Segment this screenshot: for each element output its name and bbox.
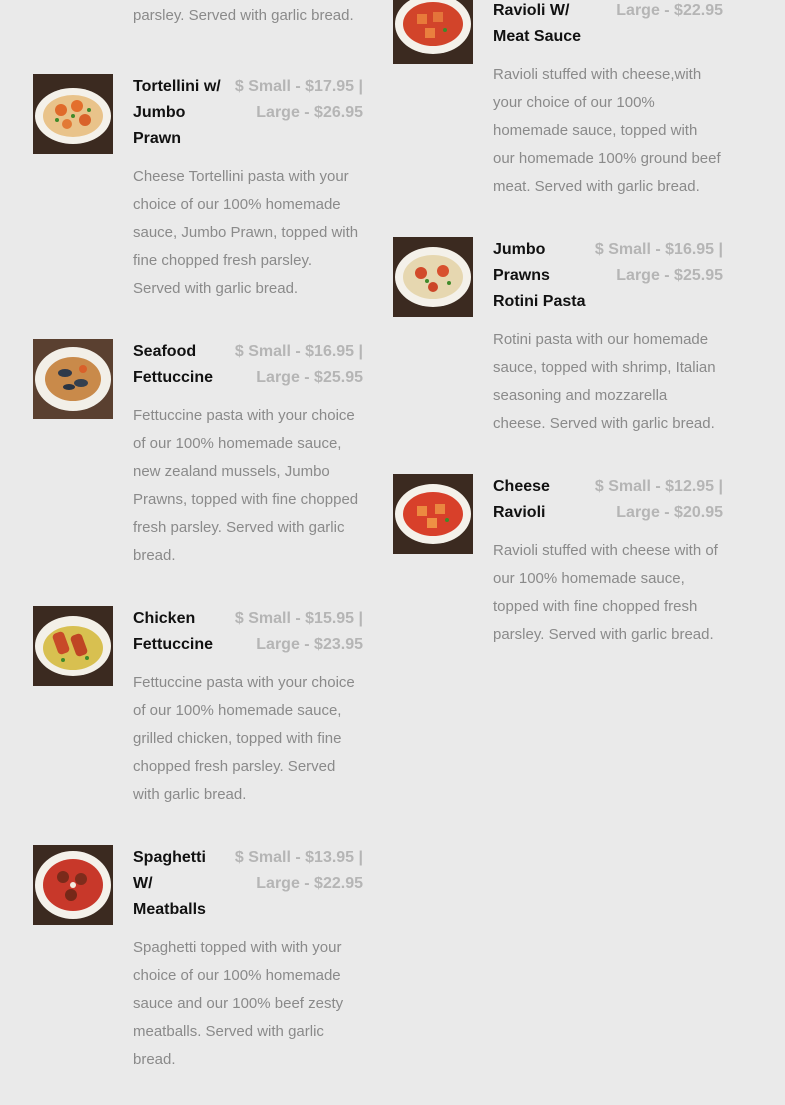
chicken-fettuccine-image[interactable] [33, 606, 113, 686]
menu-item-prawns-rotini[interactable] [393, 237, 723, 438]
menu-item-price: $ Small - $13.95 | Large - $22.95 [234, 849, 363, 892]
spaghetti-meatballs-image[interactable] [33, 845, 113, 925]
menu-item-name: Spaghetti W/ Meatballs [133, 849, 206, 918]
menu-item-price: $ Small - $16.95 | Large - $25.95 [594, 241, 723, 284]
menu-item-price: $ Small - $12.95 | Large - $20.95 [594, 478, 723, 521]
menu-column-left [33, 0, 363, 1074]
menu-item-description: Rotini pasta with our homemade sauce, topped with shrimp, Italian seasoning and mozzarella cheese. Served with garlic bread. [493, 331, 716, 432]
menu-item-description: Ravioli stuffed with cheese with of our 100% homemade sauce, topped with fine chopped fresh parsley. Served with garlic bread. [493, 542, 718, 643]
menu-item-name: Chicken Fettuccine [133, 610, 214, 653]
menu-item-name: Tortellini w/ Jumbo Prawn [133, 78, 221, 147]
ravioli-meat-sauce-image[interactable] [393, 0, 473, 64]
menu-item-partial [33, 0, 363, 38]
menu-item-description: Ravioli stuffed with cheese,with your choice of our 100% homemade sauce, topped with our homemade 100% ground beef meat. Served with garlic bread. [493, 66, 721, 195]
menu-item-chicken-fettuccine[interactable] [33, 606, 363, 809]
menu-item-seafood-fettuccine[interactable] [33, 339, 363, 570]
menu-item-name: Ravioli W/ Meat Sauce [493, 2, 582, 45]
menu-column-right [393, 0, 723, 649]
seafood-fettuccine-image[interactable] [33, 339, 113, 419]
menu-item-description: Fettuccine pasta with your choice of our 100% homemade sauce, new zealand mussels, Jumbo Prawns, topped with fine chopped fresh parsley. Served with garlic bread. [133, 407, 359, 564]
prawns-rotini-image[interactable] [393, 237, 473, 317]
menu-item-description: Spaghetti topped with with your choice of our 100% homemade sauce and our 100% beef zesty meatballs. Served with garlic bread. [133, 939, 344, 1068]
menu-item-tortellini[interactable] [33, 74, 363, 303]
menu-item-cheese-ravioli[interactable] [393, 474, 723, 649]
menu-item-description: Cheese Tortellini pasta with your choice of our 100% homemade sauce, Jumbo Prawn, topped with fine chopped fresh parsley. Served with garlic bread. [133, 168, 359, 297]
cheese-ravioli-image[interactable] [393, 474, 473, 554]
menu-item-price: $ Small - $15.95 | Large - $23.95 [234, 610, 363, 653]
tortellini-prawn-image[interactable] [33, 74, 113, 154]
menu-item-name: Cheese Ravioli [493, 478, 550, 521]
menu-item-price: Large - $22.95 [616, 2, 723, 19]
menu-item-description: parsley. Served with garlic bread. [133, 7, 354, 24]
menu-item-name: Seafood Fettuccine [133, 343, 214, 386]
menu-item-spaghetti-meatballs[interactable] [33, 845, 363, 1074]
menu-item-name: Jumbo Prawns Rotini Pasta [493, 241, 586, 310]
menu-item-price: $ Small - $16.95 | Large - $25.95 [234, 343, 363, 386]
menu-item-ravioli-meat-sauce[interactable] [393, 0, 723, 201]
menu-item-description: Fettuccine pasta with your choice of our 100% homemade sauce, grilled chicken, topped with fine chopped fresh parsley. Served with garlic bread. [133, 674, 355, 803]
menu-item-price: $ Small - $17.95 | Large - $26.95 [234, 78, 363, 121]
